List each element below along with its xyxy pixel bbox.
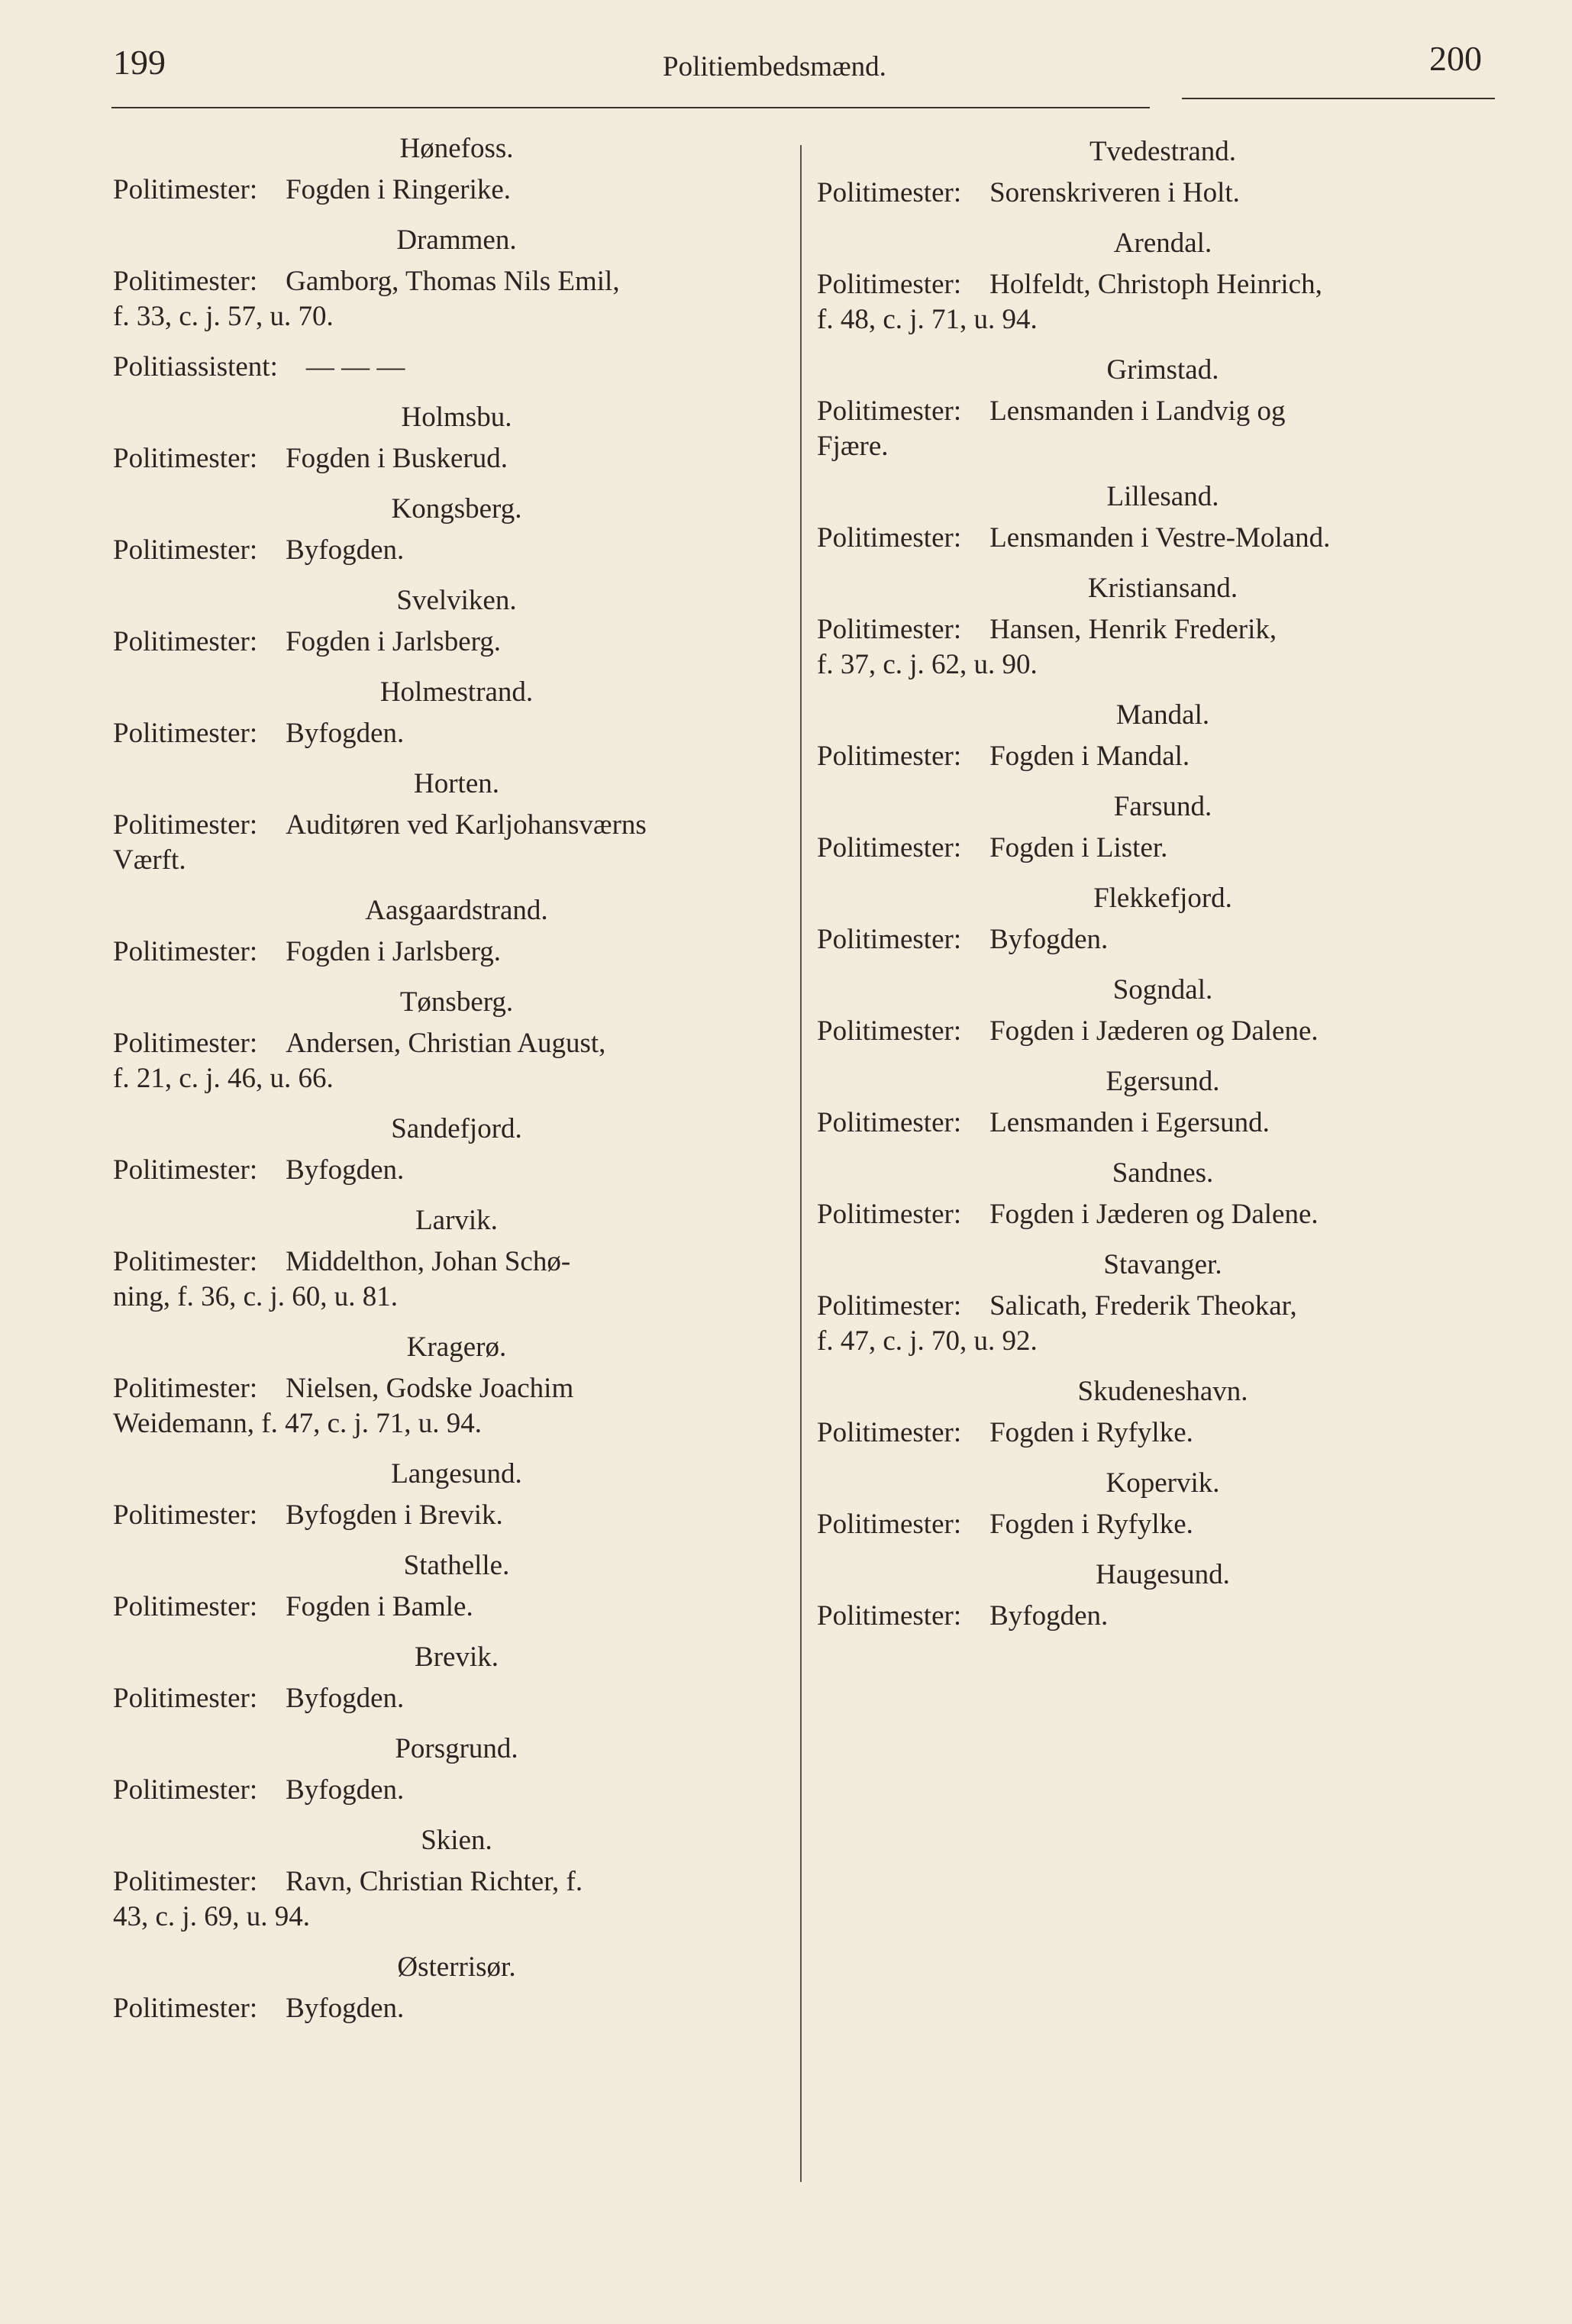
office-holder: Salicath, Frederik Theokar,: [989, 1290, 1297, 1322]
office-label: Politimester:: [113, 1246, 258, 1277]
office-label: Politimester:: [817, 1290, 962, 1322]
office-label: Politimester:: [113, 534, 258, 566]
office-entry: [817, 1599, 1509, 1634]
office-entry: [113, 716, 800, 751]
town-heading: Skudeneshavn.: [1077, 1376, 1248, 1407]
town-heading: Lillesand.: [1106, 481, 1219, 512]
office-entry: [113, 1590, 800, 1625]
office-entry: [113, 1026, 800, 1096]
office-label: Politimester:: [817, 269, 962, 300]
header-rule-left: [111, 107, 1150, 108]
office-holder: Lensmanden i Egersund.: [989, 1107, 1270, 1138]
office-holder: Byfogden.: [286, 1993, 405, 2024]
office-entry: [817, 1507, 1509, 1542]
office-label: Politimester:: [817, 395, 962, 427]
office-holder-continuation: Værft.: [113, 844, 186, 876]
office-holder-continuation: f. 37, c. j. 62, u. 90.: [817, 649, 1038, 680]
office-entry: [113, 808, 800, 878]
office-entry: [817, 1106, 1509, 1141]
town-heading: Langesund.: [391, 1458, 522, 1490]
office-holder: Fogden i Ryfylke.: [989, 1417, 1193, 1448]
office-label: Politimester:: [817, 1417, 962, 1448]
running-title: Politiembedsmænd.: [663, 51, 886, 82]
office-entry: [817, 831, 1509, 866]
town-heading: Holmsbu.: [401, 402, 512, 433]
town-heading: Drammen.: [396, 224, 517, 256]
office-entry: [113, 1498, 800, 1533]
office-label: Politimester:: [113, 936, 258, 967]
town-heading: Tvedestrand.: [1089, 136, 1237, 167]
town-heading: Kongsberg.: [391, 493, 522, 525]
office-entry: [113, 1991, 800, 2026]
town-heading: Horten.: [414, 768, 499, 799]
office-label: Politimester:: [817, 1015, 962, 1047]
office-holder: Byfogden.: [286, 1154, 405, 1186]
office-entry: [817, 922, 1509, 957]
town-heading: Sogndal.: [1112, 974, 1213, 1005]
office-holder: Gamborg, Thomas Nils Emil,: [286, 266, 620, 297]
office-entry: [113, 350, 800, 385]
office-holder: Lensmanden i Landvig og: [989, 395, 1286, 427]
town-heading: Kragerø.: [406, 1331, 507, 1363]
office-entry: [113, 441, 800, 476]
office-label: Politimester:: [817, 1199, 962, 1230]
office-label: Politimester:: [113, 809, 258, 841]
office-holder: Fogden i Jarlsberg.: [286, 936, 502, 967]
office-holder-continuation: 43, c. j. 69, u. 94.: [113, 1901, 310, 1932]
town-heading: Farsund.: [1113, 791, 1212, 822]
town-heading: Holmestrand.: [379, 676, 534, 708]
office-holder: Byfogden i Brevik.: [286, 1499, 503, 1531]
office-entry: [113, 1864, 800, 1935]
office-entry: [113, 625, 800, 660]
office-label: Politimester:: [817, 924, 962, 955]
office-holder: Auditøren ved Karljohansværns: [286, 809, 647, 841]
office-label: Politimester:: [113, 1591, 258, 1622]
town-heading: Sandefjord.: [391, 1113, 522, 1144]
office-label: Politimester:: [113, 1373, 258, 1404]
office-label: Politimester:: [113, 443, 258, 474]
town-heading: Tønsberg.: [399, 986, 514, 1018]
office-holder: Middelthon, Johan Schø-: [286, 1246, 571, 1277]
office-label: Politimester:: [113, 1028, 258, 1059]
office-holder: Hansen, Henrik Frederik,: [989, 614, 1277, 645]
town-heading: Kristiansand.: [1087, 573, 1238, 604]
town-heading: Haugesund.: [1096, 1559, 1230, 1590]
office-entry: [817, 176, 1509, 211]
town-heading: Stavanger.: [1103, 1249, 1222, 1280]
office-holder: Fogden i Mandal.: [989, 741, 1190, 772]
office-label: Politimester:: [113, 266, 258, 297]
office-holder: Fogden i Jæderen og Dalene.: [989, 1199, 1319, 1230]
office-entry: [113, 173, 800, 208]
column-divider: [800, 145, 802, 2182]
town-heading: Hønefoss.: [399, 133, 514, 164]
office-label: Politimester:: [817, 522, 962, 554]
town-heading: Grimstad.: [1106, 354, 1219, 386]
office-entry: [113, 1244, 800, 1315]
office-holder-continuation: Weidemann, f. 47, c. j. 71, u. 94.: [113, 1408, 483, 1439]
office-entry: [817, 1289, 1509, 1359]
office-label: Politimester:: [113, 1154, 258, 1186]
office-holder: Fogden i Buskerud.: [286, 443, 508, 474]
office-holder: Fogden i Ryfylke.: [989, 1509, 1193, 1540]
town-heading: Stathelle.: [403, 1550, 510, 1581]
office-label: Politimester:: [817, 614, 962, 645]
office-holder-continuation: f. 33, c. j. 57, u. 70.: [113, 301, 334, 332]
office-holder: Byfogden.: [989, 1600, 1109, 1632]
office-holder: Fogden i Lister.: [989, 832, 1168, 863]
office-holder: Sorenskriveren i Holt.: [989, 177, 1240, 208]
office-label: Politimester:: [817, 177, 962, 208]
office-label: Politiassistent:: [113, 351, 278, 382]
office-label: Politimester:: [113, 718, 258, 749]
office-label: Politimester:: [817, 1509, 962, 1540]
office-entry: [113, 1773, 800, 1808]
office-entry: [113, 1153, 800, 1188]
office-holder-continuation: f. 48, c. j. 71, u. 94.: [817, 304, 1038, 335]
office-label: Politimester:: [817, 1600, 962, 1632]
town-heading: Sandnes.: [1112, 1157, 1214, 1189]
office-entry: [817, 521, 1509, 556]
office-label: Politimester:: [113, 1774, 258, 1806]
office-holder: Fogden i Ringerike.: [286, 174, 512, 205]
town-heading: Skien.: [421, 1825, 492, 1856]
office-label: Politimester:: [817, 741, 962, 772]
office-holder: Byfogden.: [286, 1683, 405, 1714]
town-heading: Svelviken.: [396, 585, 517, 616]
town-heading: Egersund.: [1106, 1066, 1220, 1097]
office-holder: Lensmanden i Vestre-Moland.: [989, 522, 1331, 554]
office-holder-continuation: f. 47, c. j. 70, u. 92.: [817, 1325, 1038, 1357]
office-holder: Nielsen, Godske Joachim: [286, 1373, 574, 1404]
town-heading: Aasgaardstrand.: [365, 895, 548, 926]
town-heading: Mandal.: [1115, 699, 1210, 731]
office-label: Politimester:: [113, 174, 258, 205]
office-entry: [817, 394, 1509, 464]
office-entry: [817, 1415, 1509, 1451]
office-entry: [113, 533, 800, 568]
office-holder: Fogden i Bamle.: [286, 1591, 473, 1622]
office-holder: Fogden i Jæderen og Dalene.: [989, 1015, 1319, 1047]
town-heading: Brevik.: [415, 1641, 499, 1673]
left-column: [113, 131, 800, 2042]
office-holder: Ravn, Christian Richter, f.: [286, 1866, 583, 1897]
town-heading: Porsgrund.: [395, 1733, 518, 1764]
office-holder: Fogden i Jarlsberg.: [286, 626, 502, 657]
office-entry: [817, 612, 1509, 683]
office-holder: Holfeldt, Christoph Heinrich,: [989, 269, 1322, 300]
office-entry: [817, 1014, 1509, 1049]
office-holder: Byfogden.: [286, 718, 405, 749]
town-heading: Arendal.: [1113, 228, 1212, 259]
office-label: Politimester:: [113, 1683, 258, 1714]
office-entry: [817, 1197, 1509, 1232]
office-label: Politimester:: [113, 1866, 258, 1897]
office-label: Politimester:: [817, 832, 962, 863]
office-holder: — — —: [305, 351, 405, 382]
office-entry: [817, 267, 1509, 337]
office-holder: Andersen, Christian August,: [286, 1028, 606, 1059]
office-label: Politimester:: [113, 1993, 258, 2024]
office-holder: Byfogden.: [286, 534, 405, 566]
office-holder: Byfogden.: [286, 1774, 405, 1806]
header-rule-right: [1182, 98, 1495, 99]
left-page-number: 199: [113, 43, 166, 82]
office-entry: [113, 1371, 800, 1441]
office-label: Politimester:: [113, 1499, 258, 1531]
right-page-number: 200: [1429, 39, 1482, 78]
office-holder-continuation: ning, f. 36, c. j. 60, u. 81.: [113, 1281, 399, 1312]
town-heading: Kopervik.: [1106, 1467, 1220, 1499]
town-heading: Larvik.: [415, 1205, 498, 1236]
office-entry: [817, 739, 1509, 774]
office-entry: [113, 264, 800, 334]
right-column: [817, 131, 1509, 1649]
office-label: Politimester:: [113, 626, 258, 657]
office-holder-continuation: Fjære.: [817, 431, 889, 462]
town-heading: Flekkefjord.: [1093, 883, 1232, 914]
office-entry: [113, 1681, 800, 1716]
town-heading: Østerrisør.: [397, 1951, 516, 1983]
office-label: Politimester:: [817, 1107, 962, 1138]
office-holder: Byfogden.: [989, 924, 1109, 955]
office-entry: [113, 934, 800, 970]
office-holder-continuation: f. 21, c. j. 46, u. 66.: [113, 1063, 334, 1094]
